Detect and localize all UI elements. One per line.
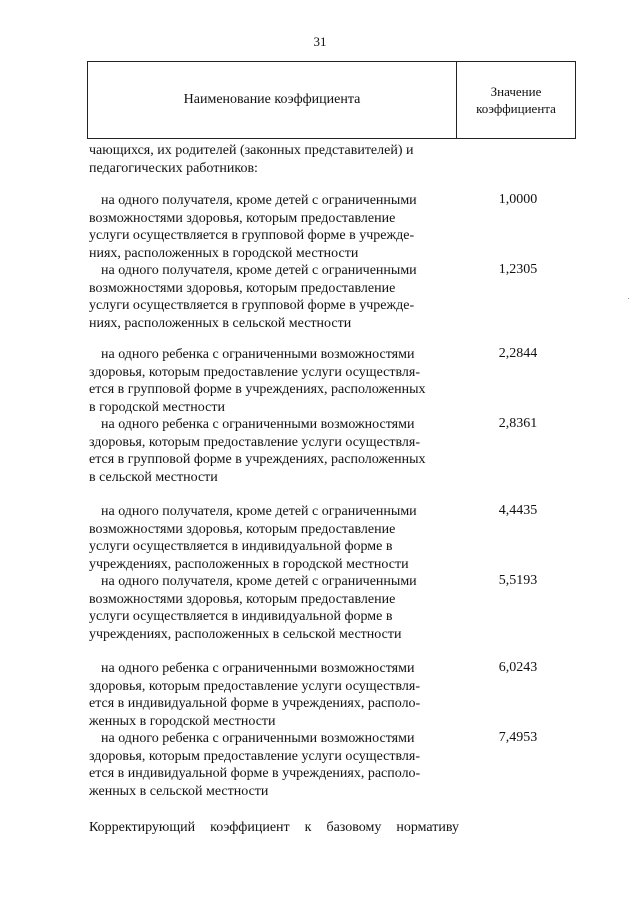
coefficient-entry (89, 192, 459, 262)
coefficient-value: 5,5193 (498, 573, 538, 588)
entry-line: здоровья, которым предоставление услуги осуществля- (89, 678, 420, 694)
column-header-name-label: Наименование коэффициента (183, 92, 361, 107)
footer-text: Корректирующий коэффициент к базовому нормативу (89, 820, 459, 835)
coefficient-entry (89, 730, 459, 800)
entry-line: на одного ребенка с ограниченными возможностями (101, 731, 415, 746)
coefficient-value: 6,0243 (498, 660, 538, 675)
entry-line: услуги осуществляется в индивидуальной форме в (89, 539, 393, 555)
intro-line: педагогических работников: (89, 160, 258, 176)
entry-line: в сельской местности (89, 469, 218, 485)
coefficient-value: 1,0000 (498, 192, 538, 207)
entry-line: услуги осуществляется в индивидуальной форме в (89, 609, 393, 625)
entry-line: на одного ребенка с ограниченными возможностями (101, 347, 415, 362)
coefficient-entry (89, 346, 459, 416)
entry-line: здоровья, которым предоставление услуги осуществля- (89, 364, 420, 380)
entry-line: на одного получателя, кроме детей с ограниченными (101, 574, 417, 589)
entry-line: на одного получателя, кроме детей с ограниченными (101, 193, 417, 208)
page-number: 31 (313, 34, 327, 49)
entry-line: возможностями здоровья, которым предоставление (89, 521, 396, 537)
coefficient-value: 4,4435 (498, 503, 538, 518)
entry-line: здоровья, которым предоставление услуги осуществля- (89, 748, 420, 764)
entry-line: услуги осуществляется в групповой форме в учрежде- (89, 228, 415, 244)
coefficient-entry (89, 503, 459, 573)
entry-line: женных в городской местности (89, 713, 276, 729)
coefficient-value: 7,4953 (498, 730, 538, 745)
coefficient-value: 2,2844 (498, 346, 538, 361)
column-header-value (457, 62, 575, 138)
entry-line: ниях, расположенных в городской местности (89, 245, 359, 261)
entry-line: на одного ребенка с ограниченными возможностями (101, 417, 415, 432)
scan-speck (628, 298, 629, 299)
table-header (87, 61, 576, 139)
coefficient-value: 1,2305 (498, 262, 538, 277)
entry-line: на одного ребенка с ограниченными возможностями (101, 661, 415, 676)
column-header-name (88, 62, 457, 138)
entry-line: ниях, расположенных в сельской местности (89, 315, 352, 331)
intro-text (89, 142, 459, 177)
intro-line: чающихся, их родителей (законных представителей) и (89, 143, 414, 158)
entry-line: ется в индивидуальной форме в учреждениях, располо- (89, 696, 421, 712)
entry-line: здоровья, которым предоставление услуги осуществля- (89, 434, 420, 450)
entry-line: в городской местности (89, 399, 225, 415)
entry-line: учреждениях, расположенных в городской местности (89, 556, 409, 572)
coefficient-entry (89, 660, 459, 730)
entry-line: возможностями здоровья, которым предоставление (89, 591, 396, 607)
entry-line: возможностями здоровья, которым предоставление (89, 210, 396, 226)
entry-line: женных в сельской местности (89, 783, 269, 799)
coefficient-entry (89, 573, 459, 643)
coefficient-entry (89, 416, 459, 486)
entry-line: ется в групповой форме в учреждениях, расположенных (89, 382, 426, 398)
entry-line: учреждениях, расположенных в сельской местности (89, 626, 402, 642)
entry-line: на одного получателя, кроме детей с ограниченными (101, 263, 417, 278)
column-header-value-line1: Значение (490, 84, 542, 99)
entry-line: на одного получателя, кроме детей с ограниченными (101, 504, 417, 519)
entry-line: возможностями здоровья, которым предоставление (89, 280, 396, 296)
entry-line: ется в групповой форме в учреждениях, расположенных (89, 452, 426, 468)
entry-line: услуги осуществляется в групповой форме в учрежде- (89, 298, 415, 314)
coefficient-value: 2,8361 (498, 416, 538, 431)
column-header-value-line2: коэффициента (476, 101, 556, 116)
entry-line: ется в индивидуальной форме в учреждениях, располо- (89, 766, 421, 782)
coefficient-entry (89, 262, 459, 332)
